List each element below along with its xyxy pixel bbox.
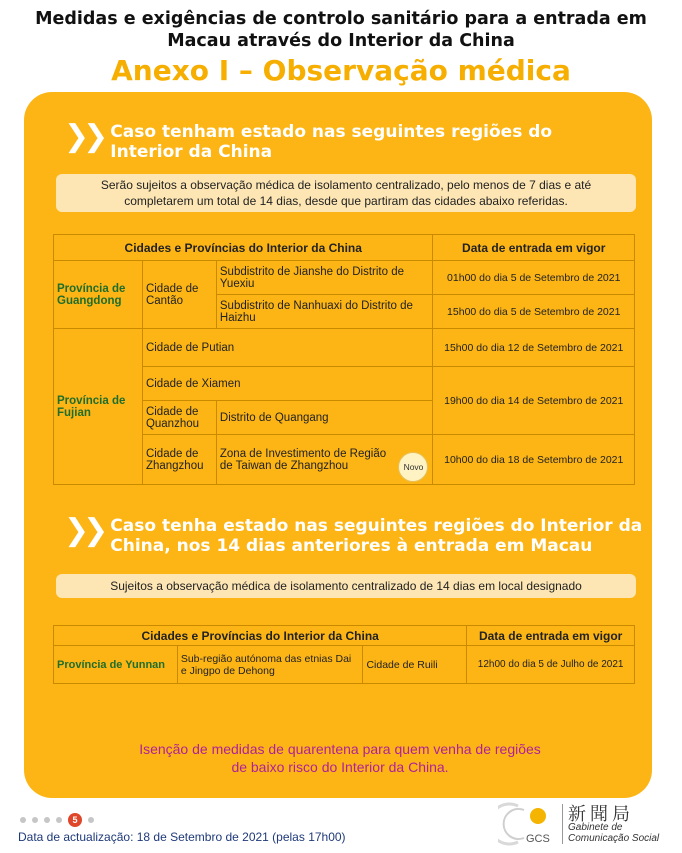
logo-pt-line-1: Gabinete de xyxy=(568,822,623,833)
date-nanhuaxi: 15h00 do dia 5 de Setembro de 2021 xyxy=(433,295,635,329)
section-2-title xyxy=(64,513,643,556)
title-line-1: Medidas e exigências de controlo sanitário para a entrada em xyxy=(35,9,647,29)
zone-taiwan-zhangzhou xyxy=(216,435,433,485)
annex-title: Anexo I – Observação médica xyxy=(111,54,571,87)
exemption-line-1: Isenção de medidas de quarentena para quem venha de regiões xyxy=(139,741,541,757)
district-quangang: Distrito de Quangang xyxy=(216,401,433,435)
city-ruili: Cidade de Ruili xyxy=(363,646,467,684)
zone-taiwan-label: Zona de Investimento de Região de Taiwan de Zhangzhou xyxy=(219,447,387,472)
section-1-table xyxy=(53,234,635,485)
page-dot-1[interactable] xyxy=(20,817,26,823)
exemption-line-2: de baixo risco do Interior da China. xyxy=(231,759,449,775)
date-jianshe: 01h00 do dia 5 de Setembro de 2021 xyxy=(433,261,635,295)
section-1-note-line-2: completarem um total de 14 dias, desde que partiram das cidades abaixo referidas. xyxy=(124,194,568,208)
section-1-note xyxy=(56,174,636,212)
page-dot-6[interactable] xyxy=(88,817,94,823)
header-date: Data de entrada em vigor xyxy=(433,235,635,261)
header-date: Data de entrada em vigor xyxy=(467,626,635,646)
city-cantao: Cidade de Cantão xyxy=(142,261,216,329)
section-1-title-line-2: Interior da China xyxy=(110,142,273,162)
logo-mark: GCS xyxy=(526,833,550,845)
province-yunnan: Província de Yunnan xyxy=(54,646,178,684)
district-jianshe: Subdistrito de Jianshe do Distrito de Yuexiu xyxy=(216,261,433,295)
section-1-title-line-1: Caso tenham estado nas seguintes regiões do xyxy=(110,122,553,142)
header-cities: Cidades e Províncias do Interior da China xyxy=(54,626,467,646)
date-zhangzhou: 10h00 do dia 18 de Setembro de 2021 xyxy=(433,435,635,485)
section-1-note-line-1: Serão sujeitos a observação médica de isolamento centralizado, pelo menos de 7 dias e até xyxy=(100,178,592,192)
region-dehong: Sub-região autónoma das etnias Dai e Jingpo de Dehong xyxy=(177,646,363,684)
page-indicator xyxy=(20,813,94,827)
content-panel xyxy=(24,92,652,798)
page-dot-3[interactable] xyxy=(44,817,50,823)
double-chevron-icon: ❯❯ xyxy=(64,513,103,548)
city-xiamen: Cidade de Xiamen xyxy=(142,367,433,401)
section-2-title-line-2: China, nos 14 dias anteriores à entrada em Macau xyxy=(110,536,593,556)
logo-chinese: 新聞局 xyxy=(568,804,634,825)
province-guangdong: Província de Guangdong xyxy=(54,261,143,329)
city-zhangzhou: Cidade de Zhangzhou xyxy=(142,435,216,485)
date-xiamen: 19h00 do dia 14 de Setembro de 2021 xyxy=(433,367,635,435)
exemption-note xyxy=(80,740,600,776)
page-dot-4[interactable] xyxy=(56,817,62,823)
date-putian: 15h00 do dia 12 de Setembro de 2021 xyxy=(433,329,635,367)
city-quanzhou: Cidade de Quanzhou xyxy=(142,401,216,435)
title-line-2: Macau através do Interior da China xyxy=(167,31,515,51)
province-fujian: Província de Fujian xyxy=(54,329,143,485)
section-1-title xyxy=(64,119,553,162)
gcs-logo-icon xyxy=(498,800,562,848)
header-cities: Cidades e Províncias do Interior da China xyxy=(54,235,433,261)
district-nanhuaxi: Subdistrito de Nanhuaxi do Distrito de Haizhu xyxy=(216,295,433,329)
page-dot-current[interactable]: 5 xyxy=(68,813,82,827)
logo-portuguese xyxy=(568,822,659,844)
page-dot-2[interactable] xyxy=(32,817,38,823)
gcs-logo xyxy=(498,800,668,848)
double-chevron-icon: ❯❯ xyxy=(64,119,103,154)
section-2-note: Sujeitos a observação médica de isolamento centralizado de 14 dias em local designado xyxy=(56,574,636,598)
document-title xyxy=(0,8,682,52)
section-2-title-line-1: Caso tenha estado nas seguintes regiões do Interior da xyxy=(110,516,643,536)
update-date: Data de actualização: 18 de Setembro de 2021 (pelas 17h00) xyxy=(18,830,346,844)
section-2-table xyxy=(53,625,635,684)
new-badge: Novo xyxy=(398,452,428,482)
logo-pt-line-2: Comunicação Social xyxy=(568,833,660,844)
date-ruili: 12h00 do dia 5 de Julho de 2021 xyxy=(467,646,635,684)
city-putian: Cidade de Putian xyxy=(142,329,433,367)
